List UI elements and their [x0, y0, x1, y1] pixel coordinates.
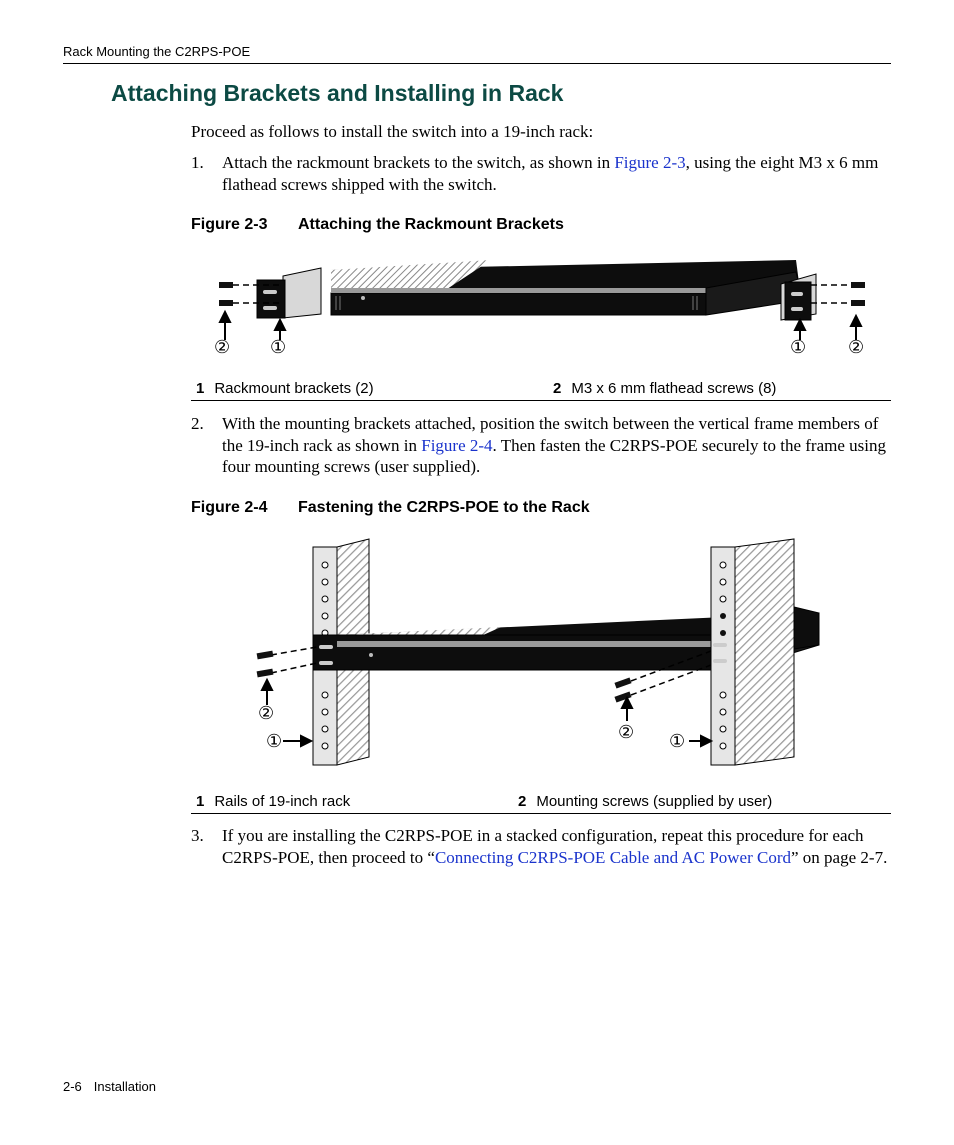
figure-2-3-caption — [191, 216, 564, 234]
screw-icon — [257, 669, 274, 678]
callout-screw: ② — [214, 337, 231, 358]
step-number: 1. — [191, 153, 204, 172]
callout-screw: ② — [618, 722, 635, 743]
legend-item: 2 M3 x 6 mm flathead screws (8) — [553, 380, 777, 397]
step-text: If you are installing the C2RPS-POE in a stacked configuration, repeat this procedure for each C2RPS-POE, then proceed to “Connecting C2RPS-POE Cable and AC Power Cord” on page 2-7. — [222, 826, 888, 867]
callout-screw: ② — [848, 337, 865, 358]
callout-bracket: ① — [790, 337, 807, 358]
screw-icon — [219, 282, 233, 288]
left-bracket-slot — [263, 290, 277, 294]
switch-front-edge — [337, 641, 737, 647]
figure-2-3-link[interactable]: Figure 2-3 — [614, 153, 686, 172]
figure-title: Attaching the Rackmount Brackets — [298, 216, 564, 233]
left-bracket-slot — [263, 306, 277, 310]
legend-item: 2 Mounting screws (supplied by user) — [518, 793, 773, 810]
switch-front-panel — [331, 293, 706, 315]
rackmount-brackets-illustration — [191, 250, 891, 380]
header-rule — [63, 63, 891, 64]
screw-icon — [257, 651, 274, 660]
legend-item: 1 Rackmount brackets (2) — [196, 380, 374, 397]
step-2 — [191, 413, 891, 478]
rack-fastening-illustration — [191, 535, 891, 770]
switch-rear — [794, 607, 819, 649]
figure-number: Figure 2-3 — [191, 216, 268, 233]
bracket-slot — [319, 645, 333, 649]
step-3 — [191, 825, 891, 868]
power-led — [361, 296, 365, 300]
screw-icon — [851, 282, 865, 288]
right-bracket-slot — [791, 292, 803, 296]
right-bracket-ear — [785, 282, 811, 320]
screw-icon — [851, 300, 865, 306]
running-header: Rack Mounting the C2RPS-POE — [63, 44, 251, 59]
page-number: 2-6 — [63, 1079, 82, 1094]
step-text: With the mounting brackets attached, position the switch between the vertical frame members of the 19-inch rack as shown in Figure 2-4. Then fasten the C2RPS-POE securely to the frame using four mounting screws (user supplied). — [222, 414, 886, 476]
figure-title: Fastening the C2RPS-POE to the Rack — [298, 499, 590, 516]
page-footer — [63, 1079, 156, 1094]
figure-2-4-legend — [191, 791, 891, 814]
bracket-slot — [713, 659, 727, 663]
callout-arrows — [220, 312, 861, 340]
legend-item: 1 Rails of 19-inch rack — [196, 793, 351, 810]
step-number: 3. — [191, 826, 204, 845]
switch-front-edge — [331, 288, 706, 293]
section-title: Attaching Brackets and Installing in Rack — [111, 80, 564, 106]
callout-screw: ② — [258, 703, 275, 724]
left-bracket-side — [283, 268, 321, 318]
screw-icon — [219, 300, 233, 306]
step-text: Attach the rackmount brackets to the switch, as shown in Figure 2-3, using the eight M3 x 6 mm flathead screws shipped with the switch. — [222, 153, 879, 194]
callout-bracket: ① — [270, 337, 287, 358]
figure-2-4-link[interactable]: Figure 2-4 — [421, 435, 493, 455]
right-bracket-slot — [791, 307, 803, 311]
callout-rail: ① — [669, 731, 686, 752]
left-bracket-ear — [257, 280, 285, 318]
connecting-cable-link[interactable]: Connecting C2RPS-POE Cable and AC Power Cord — [434, 847, 792, 867]
right-rail-side — [735, 539, 794, 765]
chapter-name: Installation — [93, 1079, 156, 1094]
intro-paragraph: Proceed as follows to install the switch into a 19-inch rack: — [191, 122, 594, 141]
figure-number: Figure 2-4 — [191, 499, 268, 516]
power-led — [369, 653, 373, 657]
bracket-slot — [713, 643, 727, 647]
step-number: 2. — [191, 414, 204, 433]
figure-2-4-caption — [191, 499, 590, 517]
bracket-slot — [319, 661, 333, 665]
figure-2-3-legend — [191, 378, 891, 401]
callout-rail: ① — [266, 731, 283, 752]
step-1 — [191, 152, 891, 195]
screw-icon — [614, 677, 631, 688]
